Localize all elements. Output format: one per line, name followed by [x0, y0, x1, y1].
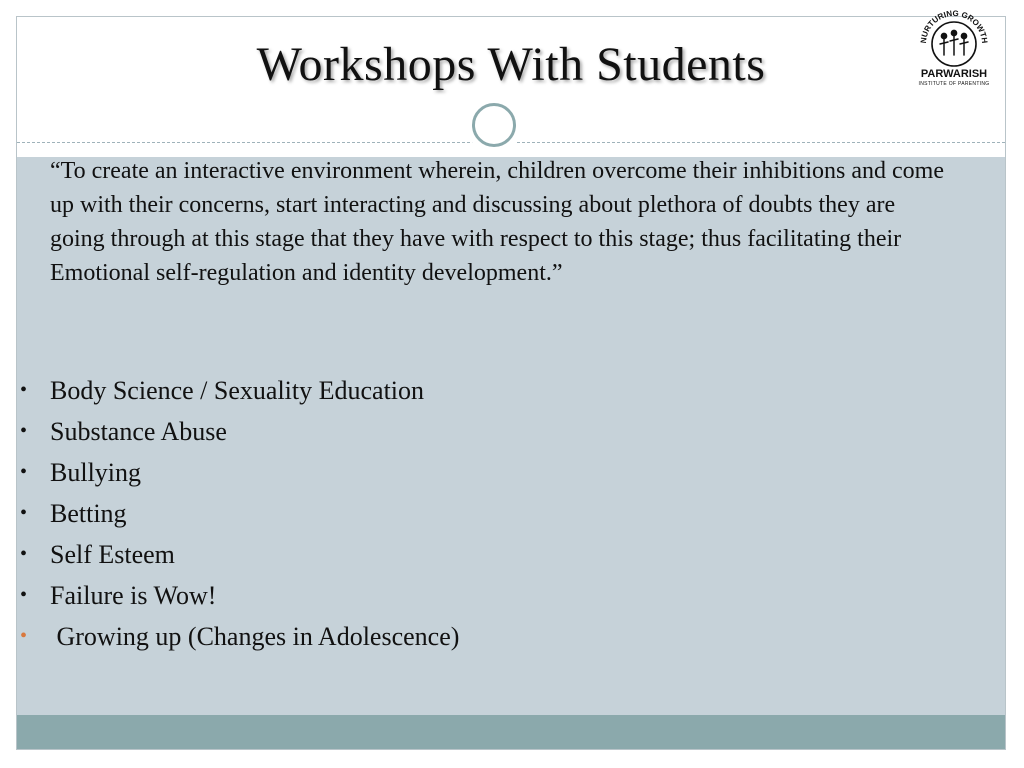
circle-ornament-icon — [466, 97, 522, 153]
list-item-text: Substance Abuse — [50, 417, 227, 446]
list-item — [20, 493, 459, 534]
bullet-list — [20, 370, 459, 657]
logo-name: PARWARISH — [920, 68, 988, 80]
list-item-text: Failure is Wow! — [50, 581, 217, 610]
bullet-icon: • — [20, 543, 28, 565]
list-item-text: Bullying — [50, 458, 142, 487]
list-item — [20, 616, 459, 657]
list-item-text: Growing up (Changes in Adolescence) — [50, 622, 460, 651]
list-item — [20, 370, 459, 411]
logo-arc-text: NURTURING GROWTH — [918, 8, 990, 44]
list-item-text: Betting — [50, 499, 127, 528]
list-item — [20, 411, 459, 452]
parwarish-logo — [912, 0, 996, 100]
list-item — [20, 534, 459, 575]
slide-title: Workshops With Students — [256, 38, 766, 91]
list-item — [20, 575, 459, 616]
list-item-text: Self Esteem — [50, 540, 175, 569]
bullet-icon: • — [20, 420, 28, 442]
logo-emblem-icon — [912, 0, 996, 70]
footer-bar — [17, 715, 1005, 749]
logo-tagline: INSTITUTE OF PARENTING — [918, 81, 990, 87]
list-item-text: Body Science / Sexuality Education — [50, 376, 425, 405]
bullet-icon: • — [20, 502, 28, 524]
quote-text: “To create an interactive environment wherein, children overcome their inhibitions and come up with their concerns, start interacting and discussing about plethora of doubts they are going through at this stage that they have with respect to this stage; thus facilitating their Emotional self-regulation and identity development.” — [50, 158, 944, 286]
bullet-icon: • — [20, 584, 28, 606]
bullet-icon: • — [20, 461, 28, 483]
ornament-ring — [472, 103, 516, 147]
list-item — [20, 452, 459, 493]
bullet-accent-icon: • — [20, 625, 28, 647]
bullet-icon: • — [20, 379, 28, 401]
